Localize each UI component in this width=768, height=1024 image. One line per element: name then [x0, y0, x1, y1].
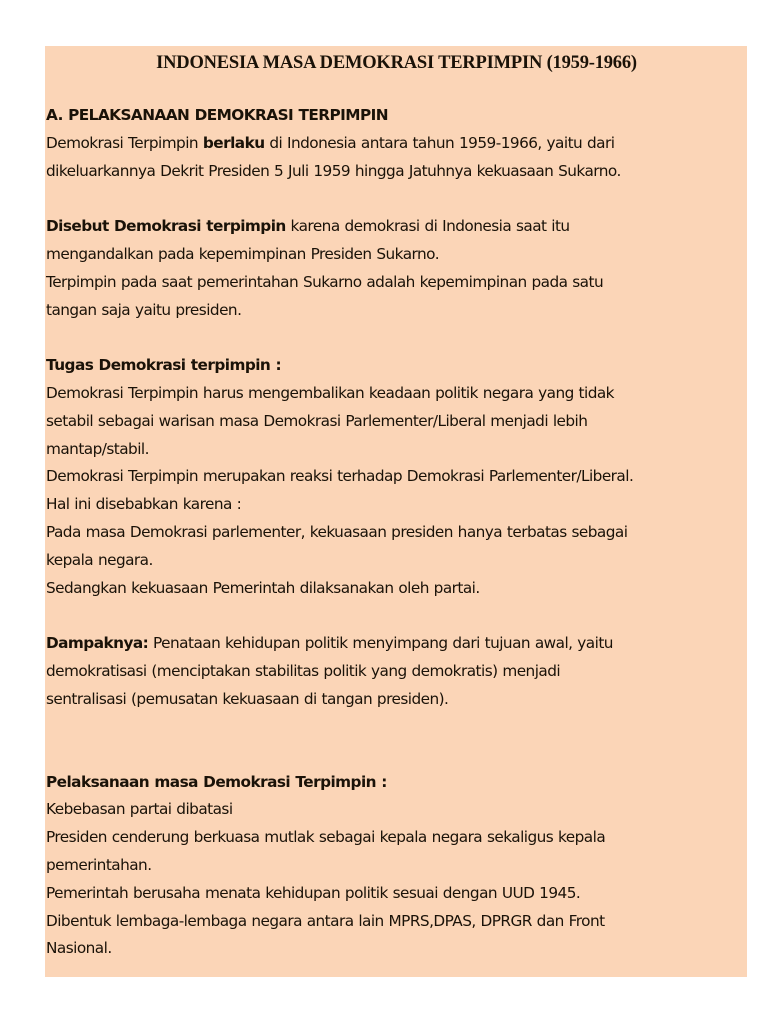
bold-text: Dampaknya:	[46, 634, 149, 653]
section-a-para1-line2: dikeluarkannya Dekrit Presiden 5 Juli 1959 hingga Jatuhnya kekuasaan Sukarno.	[46, 161, 621, 180]
pelaksanaan-line: Pemerintah berusaha menata kehidupan politik sesuai dengan UUD 1945.	[46, 883, 581, 902]
dampak-line2: demokratisasi (menciptakan stabilitas politik yang demokratis) menjadi	[46, 661, 561, 680]
pelaksanaan-line: Presiden cenderung berkuasa mutlak sebagai kepala negara sekaligus kepala	[46, 828, 606, 847]
tugas-line: Sedangkan kekuasaan Pemerintah dilaksanakan oleh partai.	[46, 578, 480, 597]
tugas-line: Demokrasi Terpimpin harus mengembalikan keadaan politik negara yang tidak	[46, 383, 614, 402]
tugas-heading: Tugas Demokrasi terpimpin :	[46, 356, 282, 375]
section-a-heading: A. PELAKSANAAN DEMOKRASI TERPIMPIN	[46, 106, 388, 124]
bold-text: berlaku	[202, 133, 265, 152]
section-a-para2-line1	[46, 213, 747, 241]
spacer	[46, 185, 747, 213]
tugas-line: Pada masa Demokrasi parlementer, kekuasaan presiden hanya terbatas sebagai	[46, 522, 628, 541]
spacer	[46, 714, 747, 769]
pelaksanaan-line: pemerintahan.	[46, 855, 152, 874]
tugas-line: Hal ini disebabkan karena :	[46, 495, 242, 514]
dampak-line1	[46, 630, 747, 658]
section-a-para1-line1	[46, 130, 747, 158]
spacer	[46, 602, 747, 630]
text: di Indonesia antara tahun 1959-1966, yaitu dari	[264, 133, 615, 152]
tugas-line: Demokrasi Terpimpin merupakan reaksi terhadap Demokrasi Parlementer/Liberal.	[46, 467, 634, 486]
tugas-line: kepala negara.	[46, 550, 153, 569]
document-page	[45, 46, 747, 977]
section-a-para2-line4: tangan saja yaitu presiden.	[46, 300, 242, 319]
section-a-para2-line3: Terpimpin pada saat pemerintahan Sukarno adalah kepemimpinan pada satu	[46, 272, 604, 291]
spacer	[46, 324, 747, 352]
document-body	[46, 76, 747, 963]
text: karena demokrasi di Indonesia saat itu	[285, 217, 570, 236]
text: Penataan kehidupan politik menyimpang dari tujuan awal, yaitu	[148, 634, 613, 653]
bold-text: Disebut Demokrasi terpimpin	[46, 217, 286, 236]
text: Demokrasi Terpimpin	[46, 133, 203, 152]
pelaksanaan-line: Kebebasan partai dibatasi	[46, 800, 233, 819]
pelaksanaan-heading: Pelaksanaan masa Demokrasi Terpimpin :	[46, 772, 387, 791]
pelaksanaan-line: Nasional.	[46, 939, 112, 958]
document-title: INDONESIA MASA DEMOKRASI TERPIMPIN (1959-1966)	[156, 53, 637, 73]
pelaksanaan-line: Dibentuk lembaga-lembaga negara antara lain MPRS,DPAS, DPRGR dan Front	[46, 911, 605, 930]
section-a-para2-line2: mengandalkan pada kepemimpinan Presiden Sukarno.	[46, 244, 440, 263]
spacer	[46, 76, 747, 102]
dampak-line3: sentralisasi (pemusatan kekuasaan di tangan presiden).	[46, 689, 449, 708]
tugas-line: setabil sebagai warisan masa Demokrasi Parlementer/Liberal menjadi lebih	[46, 411, 588, 430]
tugas-line: mantap/stabil.	[46, 439, 149, 458]
